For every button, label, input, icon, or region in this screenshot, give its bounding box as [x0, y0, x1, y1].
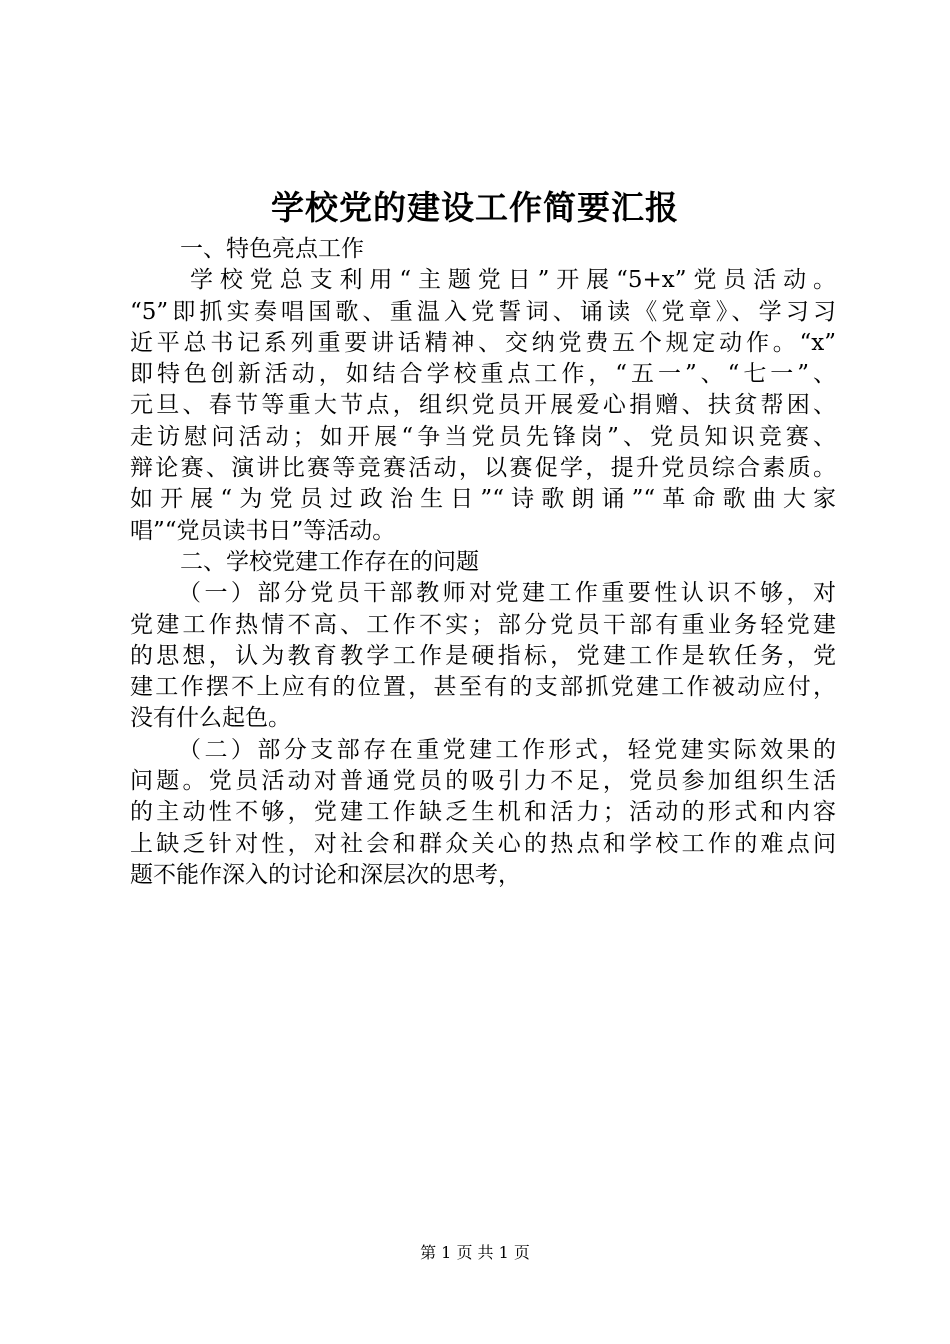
paragraph-line: 的思想，认为教育教学工作是硬指标，党建工作是软任务，党 [130, 642, 836, 669]
paragraph-line: （一）部分党员干部教师对党建工作重要性认识不够，对 [178, 580, 836, 607]
paragraph-line: （二）部分支部存在重党建工作形式，轻党建实际效果的 [178, 736, 836, 763]
page-footer: 第 1 页 共 1 页 [420, 1243, 530, 1262]
section-heading-1: 一、特色亮点工作 [180, 236, 364, 262]
paragraph-line: 建工作摆不上应有的位置，甚至有的支部抓党建工作被动应付， [130, 674, 836, 701]
paragraph-line: 的主动性不够，党建工作缺乏生机和活力；活动的形式和内容 [130, 799, 836, 826]
paragraph-line: 辩论赛、演讲比赛等竞赛活动，以赛促学，提升党员综合素质。 [130, 455, 836, 482]
paragraph-line: 问题。党员活动对普通党员的吸引力不足，党员参加组织生活 [130, 768, 836, 795]
paragraph-1 [130, 265, 836, 547]
paragraph-line: 学校党总支利用“主题党日”开展“5+x”党员活动。 [190, 267, 836, 294]
paragraph-2 [130, 578, 836, 734]
paragraph-line: 如开展“为党员过政治生日”“诗歌朗诵”“革命歌曲大家 [130, 486, 836, 513]
paragraph-line: 近平总书记系列重要讲话精神、交纳党费五个规定动作。“x” [130, 329, 836, 356]
paragraph-line: “5”即抓实奏唱国歌、重温入党誓词、诵读《党章》、学习习 [130, 298, 836, 325]
paragraph-line: 即特色创新活动，如结合学校重点工作，“五一”、“七一”、 [130, 361, 836, 388]
paragraph-line: 上缺乏针对性，对社会和群众关心的热点和学校工作的难点问 [130, 830, 836, 857]
paragraph-line: 没有什么起色。 [130, 705, 291, 732]
paragraph-line: 题不能作深入的讨论和深层次的思考， [130, 861, 521, 888]
document-body [130, 234, 836, 891]
paragraph-line: 党建工作热情不高、工作不实；部分党员干部有重业务轻党建 [130, 611, 836, 638]
paragraph-3 [130, 735, 836, 891]
section-heading-2: 二、学校党建工作存在的问题 [180, 548, 479, 575]
document-title: 学校党的建设工作简要汇报 [271, 188, 679, 227]
paragraph-line: 唱”“党员读书日”等活动。 [130, 517, 396, 544]
paragraph-line: 元旦、春节等重大节点，组织党员开展爱心捐赠、扶贫帮困、 [130, 392, 836, 419]
paragraph-line: 走访慰问活动；如开展“争当党员先锋岗”、党员知识竞赛、 [130, 423, 836, 450]
